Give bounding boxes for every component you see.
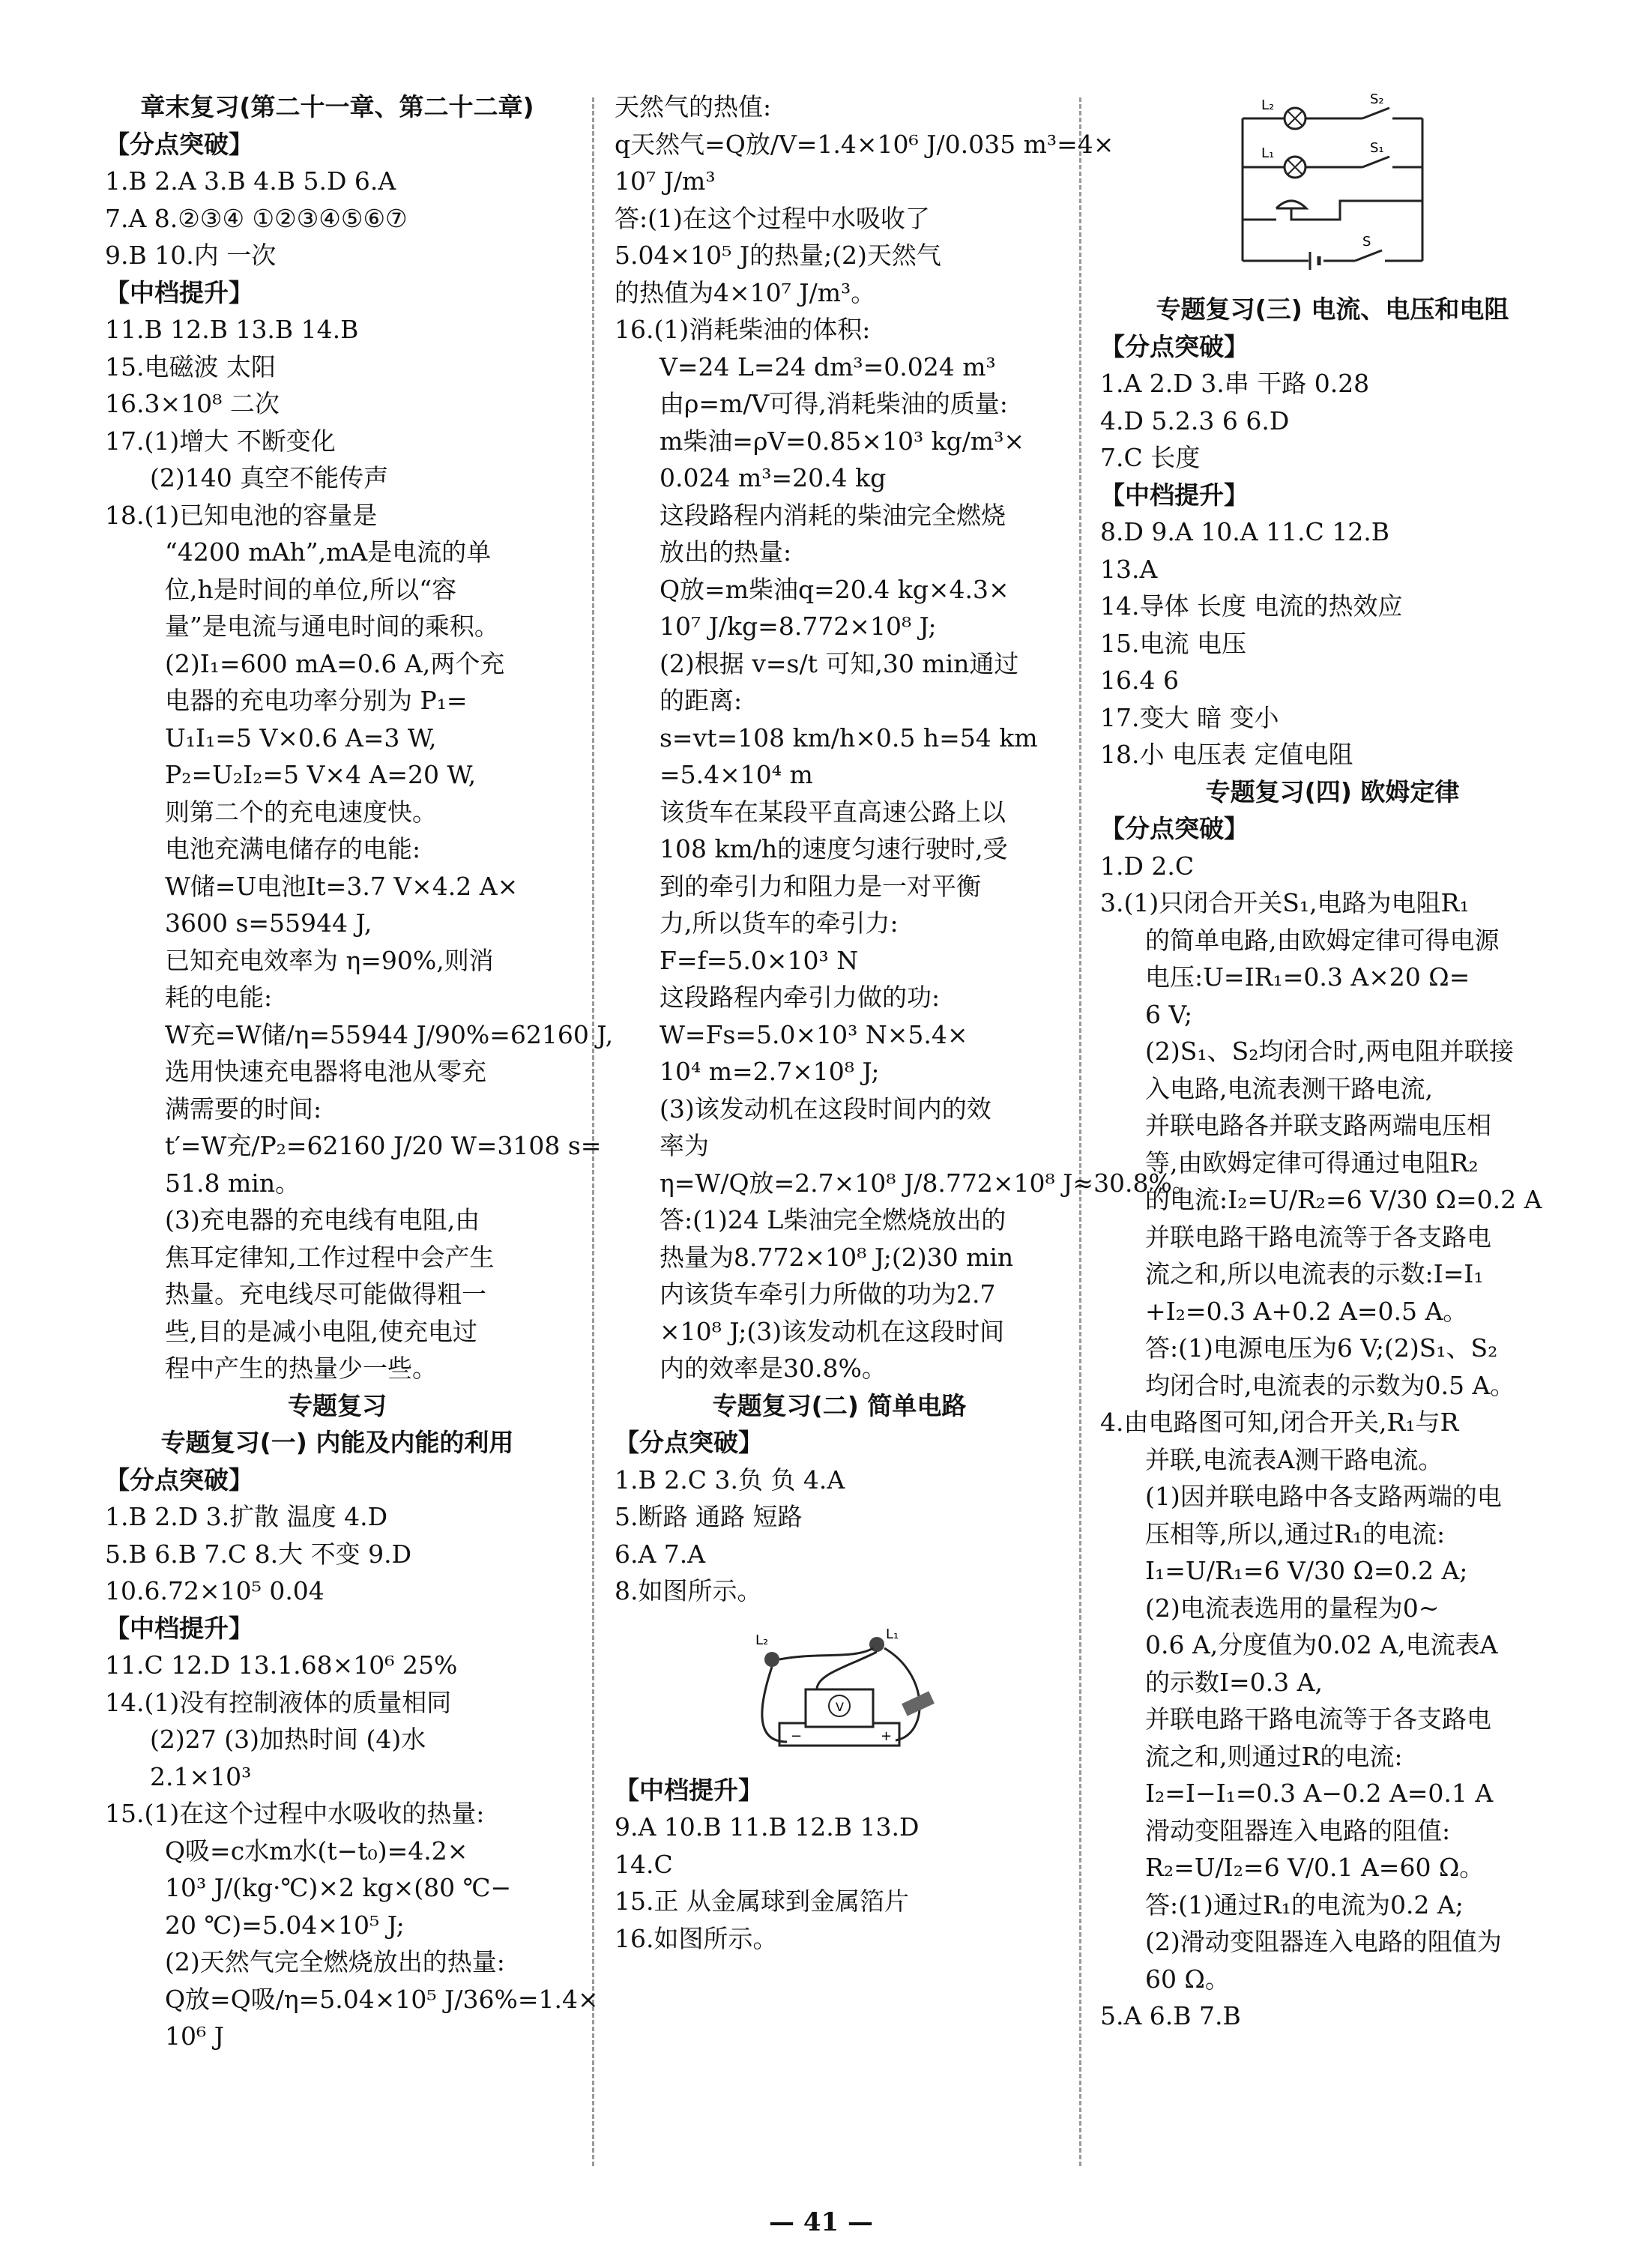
answer-line: U₁I₁=5 V×0.6 A=3 W, (165, 723, 437, 753)
answer-line: 内的效率是30.8%。 (659, 1354, 887, 1383)
answer-line: 15.电流 电压 (1100, 628, 1246, 658)
answer-line: 电器的充电功率分别为 P₁= (165, 686, 468, 715)
answer-line: 5.B 6.B 7.C 8.大 不变 9.D (105, 1539, 412, 1569)
answer-line: W=Fs=5.0×10³ N×5.4× (659, 1019, 968, 1049)
answer-line: 耗的电能: (165, 983, 273, 1012)
answer-line: 专题复习 (288, 1390, 387, 1420)
answer-line: 内该货车牵引力所做的功为2.7 (659, 1279, 996, 1309)
answer-line: 这段路程内消耗的柴油完全燃烧 (659, 500, 1006, 530)
answer-line: 7.C 长度 (1100, 443, 1201, 472)
answer-line: W储=U电池It=3.7 V×4.2 A× (165, 871, 519, 901)
answer-line: 放出的热量: (659, 537, 792, 567)
answer-line: 3.(1)只闭合开关S₁,电路为电阻R₁ (1100, 888, 1470, 917)
answer-line: 并联,电流表A测干路电流。 (1145, 1444, 1443, 1474)
answer-line: 则第二个的充电速度快。 (165, 797, 437, 827)
answer-line: 电池充满电储存的电能: (165, 834, 421, 863)
answer-line: P₂=U₂I₂=5 V×4 A=20 W, (165, 760, 477, 789)
answer-line: 1.B 2.D 3.扩散 温度 4.D (105, 1502, 388, 1531)
answer-line: 9.A 10.B 11.B 12.B 13.D (615, 1812, 920, 1842)
answer-line: 16.3×10⁸ 二次 (105, 389, 280, 418)
answer-line: 1.A 2.D 3.串 干路 0.28 (1100, 369, 1370, 398)
answer-line: 0.6 A,分度值为0.02 A,电流表A (1145, 1630, 1498, 1659)
answer-line: Q放=Q吸/η=5.04×10⁵ J/36%=1.4× (165, 1984, 599, 2014)
answer-line: 20 ℃)=5.04×10⁵ J; (165, 1910, 405, 1940)
answer-line: (2)滑动变阻器连入电路的阻值为 (1145, 1927, 1502, 1956)
answer-line: 5.A 6.B 7.B (1100, 2001, 1241, 2030)
answer-line: 【中档提升】 (615, 1775, 763, 1805)
answer-line: 9.B 10.内 一次 (105, 241, 277, 270)
answer-line: 天然气的热值: (615, 92, 772, 121)
answer-line: (2)140 真空不能传声 (150, 463, 389, 492)
terminal-plus: + (881, 1728, 893, 1744)
answer-line: 满需要的时间: (165, 1094, 322, 1124)
answer-line: 【中档提升】 (105, 277, 253, 307)
answer-line: s=vt=108 km/h×0.5 h=54 km (659, 723, 1038, 753)
lamp-l1-label: L₁ (1261, 145, 1275, 161)
answer-line: 14.(1)没有控制液体的质量相同 (105, 1687, 452, 1717)
switch-s-label: S (1362, 234, 1371, 250)
answer-line: 专题复习(三) 电流、电压和电阻 (1156, 295, 1509, 324)
page-number: — 41 — (769, 2207, 873, 2237)
answer-line: 3600 s=55944 J, (165, 908, 372, 938)
answer-line: 11.C 12.D 13.1.68×10⁶ 25% (105, 1650, 458, 1680)
answer-line: 4.D 5.2.3 6 6.D (1100, 405, 1290, 435)
answer-line: 程中产生的热量少一些。 (165, 1354, 437, 1383)
answer-line: 10⁷ J/kg=8.772×10⁸ J; (659, 612, 937, 641)
answer-line: 答:(1)在这个过程中水吸收了 (615, 203, 930, 233)
answer-line: 7.A 8.②③④ ①②③④⑤⑥⑦ (105, 203, 408, 233)
answer-line: 已知充电效率为 η=90%,则消 (165, 945, 494, 975)
answer-line: 18.(1)已知电池的容量是 (105, 500, 378, 530)
answer-line: 8.D 9.A 10.A 11.C 12.B (1100, 517, 1389, 546)
answer-line: (2)S₁、S₂均闭合时,两电阻并联接 (1145, 1037, 1514, 1066)
answer-line: 14.C (615, 1849, 673, 1879)
answer-line: 15.(1)在这个过程中水吸收的热量: (105, 1799, 485, 1828)
answer-line: t′=W充/P₂=62160 J/20 W=3108 s= (165, 1131, 602, 1160)
answer-line: 108 km/h的速度匀速行驶时,受 (659, 834, 1008, 863)
answer-line: q天然气=Q放/V=1.4×10⁶ J/0.035 m³=4× (615, 129, 1114, 159)
answer-line: 流之和,则通过R的电流: (1145, 1741, 1403, 1771)
ammeter-wiring-diagram (727, 1622, 952, 1757)
answer-line: 4.由电路图可知,闭合开关,R₁与R (1100, 1408, 1459, 1437)
answer-line: 6 V; (1145, 999, 1193, 1029)
answer-line: 专题复习(二) 简单电路 (712, 1390, 967, 1420)
circuit-figure-ammeter (615, 1622, 1064, 1760)
answer-line: 1.D 2.C (1100, 851, 1195, 881)
answer-line: 1.B 2.A 3.B 4.B 5.D 6.A (105, 166, 396, 196)
answer-line: 6.A 7.A (615, 1539, 706, 1569)
answer-line: (2)电流表选用的量程为0~ (1145, 1593, 1440, 1623)
answer-line: 的简单电路,由欧姆定律可得电源 (1145, 925, 1500, 955)
terminal-minus: − (791, 1728, 803, 1744)
answer-line: 8.如图所示。 (615, 1576, 762, 1605)
answer-line: 10³ J/(kg·℃)×2 kg×(80 ℃− (165, 1873, 512, 1902)
answer-line: (1)因并联电路中各支路两端的电 (1145, 1482, 1502, 1511)
answer-line: =5.4×10⁴ m (659, 760, 813, 789)
answer-line: 【中档提升】 (1100, 480, 1249, 510)
answer-line: 并联电路干路电流等于各支路电 (1145, 1704, 1491, 1734)
answer-line: ×10⁸ J;(3)该发动机在这段时间 (659, 1316, 1005, 1346)
answer-line: m柴油=ρV=0.85×10³ kg/m³× (659, 426, 1025, 456)
answer-line: 2.1×10³ (150, 1761, 252, 1791)
answer-line: 16.4 6 (1100, 666, 1179, 695)
column-3 (1100, 88, 1565, 2035)
answer-line: 1.B 2.C 3.负 负 4.A (615, 1465, 845, 1495)
answer-line: 到的牵引力和阻力是一对平衡 (659, 871, 981, 901)
lamp-l1-label: L₁ (886, 1626, 899, 1642)
switch-s2-label: S₂ (1370, 91, 1384, 107)
answer-line: 这段路程内牵引力做的功: (659, 983, 941, 1012)
answer-line: 51.8 min。 (165, 1168, 301, 1198)
answer-line: 滑动变阻器连入电路的阻值: (1145, 1815, 1451, 1845)
answer-line: 15.电磁波 太阳 (105, 352, 276, 381)
answer-line: 由ρ=m/V可得,消耗柴油的质量: (659, 389, 1008, 418)
answer-line: (2)27 (3)加热时间 (4)水 (150, 1725, 426, 1754)
answer-line: 60 Ω。 (1145, 1964, 1230, 1994)
answer-line: 的距离: (659, 686, 743, 715)
answer-line: 【分点突破】 (105, 129, 253, 159)
answer-line: 17.(1)增大 不断变化 (105, 426, 336, 456)
circuit-figure-lamps (1100, 88, 1565, 279)
answer-line: 答:(1)24 L柴油完全燃烧放出的 (659, 1205, 1006, 1234)
answer-line: (2)天然气完全燃烧放出的热量: (165, 1947, 505, 1976)
answer-line: 的示数I=0.3 A, (1145, 1667, 1323, 1697)
answer-line: 焦耳定律知,工作过程中会产生 (165, 1242, 495, 1272)
answer-line: 13.A (1100, 554, 1158, 584)
answer-line: 18.小 电压表 定值电阻 (1100, 740, 1353, 769)
answer-line: 电压:U=IR₁=0.3 A×20 Ω= (1145, 962, 1470, 992)
answer-line: 【分点突破】 (615, 1428, 763, 1457)
answer-line: 5.断路 通路 短路 (615, 1502, 803, 1531)
answer-line: Q吸=c水m水(t−t₀)=4.2× (165, 1836, 468, 1866)
column-divider-right (1079, 97, 1081, 2166)
answer-line: 压相等,所以,通过R₁的电流: (1145, 1518, 1446, 1548)
meter-label: V (836, 1699, 844, 1714)
answer-line: 力,所以货车的牵引力: (659, 908, 899, 938)
answer-line: 热量为8.772×10⁸ J;(2)30 min (659, 1242, 1014, 1272)
answer-line: 的电流:I₂=U/R₂=6 V/30 Ω=0.2 A (1145, 1185, 1542, 1214)
answer-line: “4200 mAh”,mA是电流的单 (165, 537, 492, 567)
answer-line: 章末复习(第二十一章、第二十二章) (140, 92, 534, 121)
answer-line: 答:(1)通过R₁的电流为0.2 A; (1145, 1890, 1464, 1919)
answer-line: 流之和,所以电流表的示数:I=I₁ (1145, 1259, 1484, 1288)
answer-line: R₂=U/I₂=6 V/0.1 A=60 Ω。 (1145, 1853, 1485, 1882)
answer-line: 并联电路各并联支路两端电压相 (1145, 1111, 1491, 1140)
answer-line: 【中档提升】 (105, 1613, 253, 1643)
answer-line: W充=W储/η=55944 J/90%=62160 J, (165, 1019, 614, 1049)
answer-line: (2)I₁=600 mA=0.6 A,两个充 (165, 648, 505, 678)
answer-line: 些,目的是减小电阻,使充电过 (165, 1316, 477, 1346)
answer-line: 11.B 12.B 13.B 14.B (105, 315, 359, 344)
answer-line: +I₂=0.3 A+0.2 A=0.5 A。 (1145, 1296, 1468, 1326)
answer-line: Q放=m柴油q=20.4 kg×4.3× (659, 574, 1009, 604)
answer-line: 5.04×10⁵ J的热量;(2)天然气 (615, 241, 941, 270)
switch-s1-label: S₁ (1370, 140, 1384, 156)
answer-line: 专题复习(一) 内能及内能的利用 (160, 1428, 514, 1457)
answer-line: 16.如图所示。 (615, 1923, 778, 1953)
answer-line: 10⁴ m=2.7×10⁸ J; (659, 1057, 880, 1086)
column-1 (105, 88, 614, 2055)
answer-line: 量”是电流与通电时间的乘积。 (165, 612, 499, 641)
answer-line: I₁=U/R₁=6 V/30 Ω=0.2 A; (1145, 1556, 1468, 1585)
answer-line: 10⁶ J (165, 2021, 224, 2051)
answer-line: 选用快速充电器将电池从零充 (165, 1057, 486, 1086)
answer-line: 位,h是时间的单位,所以“容 (165, 574, 457, 604)
answer-line: 并联电路干路电流等于各支路电 (1145, 1222, 1491, 1252)
parallel-lamp-circuit (1220, 88, 1445, 276)
answer-line: 15.正 从金属球到金属箔片 (615, 1887, 909, 1916)
answer-line: 17.变大 暗 变小 (1100, 702, 1279, 732)
answer-line: η=W/Q放=2.7×10⁸ J/8.772×10⁸ J≈30.8%。 (659, 1168, 1197, 1198)
answer-line: 0.024 m³=20.4 kg (659, 463, 887, 492)
answer-line: 10⁷ J/m³ (615, 166, 716, 196)
answer-line: 等,由欧姆定律可得通过电阻R₂ (1145, 1147, 1479, 1177)
answer-line: I₂=I−I₁=0.3 A−0.2 A=0.1 A (1145, 1779, 1494, 1808)
answer-line: 均闭合时,电流表的示数为0.5 A。 (1145, 1370, 1515, 1400)
answer-line: 16.(1)消耗柴油的体积: (615, 315, 871, 344)
answer-line: V=24 L=24 dm³=0.024 m³ (659, 352, 996, 381)
answer-line: 答:(1)电源电压为6 V;(2)S₁、S₂ (1145, 1333, 1498, 1363)
answer-line: F=f=5.0×10³ N (659, 945, 859, 975)
answer-line: 热量。充电线尽可能做得粗一 (165, 1279, 486, 1309)
answer-line: 入电路,电流表测干路电流, (1145, 1073, 1433, 1103)
answer-line: (3)充电器的充电线有电阻,由 (165, 1205, 480, 1234)
answer-line: 专题复习(四) 欧姆定律 (1205, 776, 1460, 806)
answer-line: (3)该发动机在这段时间内的效 (659, 1094, 991, 1124)
answer-line: 的热值为4×10⁷ J/m³。 (615, 277, 876, 307)
answer-line: 【分点突破】 (105, 1465, 253, 1495)
answer-line: (2)根据 v=s/t 可知,30 min通过 (659, 648, 1019, 678)
answer-line: 该货车在某段平直高速公路上以 (659, 797, 1006, 827)
answer-line: 【分点突破】 (1100, 814, 1249, 843)
lamp-l2-label: L₂ (1261, 97, 1275, 113)
answer-line: 14.导体 长度 电流的热效应 (1100, 591, 1403, 621)
lamp-l2-label: L₂ (755, 1632, 769, 1648)
answer-line: 10.6.72×10⁵ 0.04 (105, 1576, 325, 1605)
answer-line: 率为 (659, 1131, 709, 1160)
answer-line: 【分点突破】 (1100, 331, 1249, 361)
